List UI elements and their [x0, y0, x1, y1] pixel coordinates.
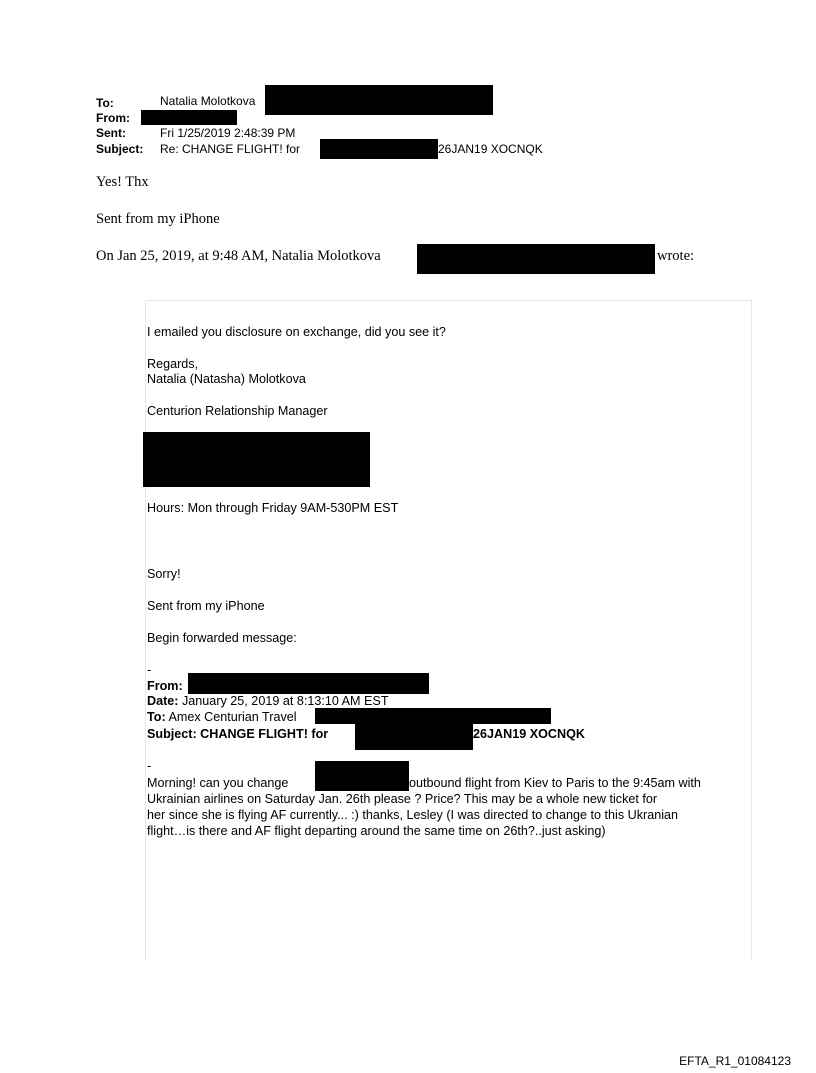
quoted-sent-from: Sent from my iPhone [147, 599, 265, 613]
forward-separator-2: - [147, 759, 152, 773]
forward-date-value: January 25, 2019 at 8:13:10 AM EST [182, 694, 389, 708]
redaction-to [265, 85, 493, 115]
forward-to-value: Amex Centurian Travel [168, 710, 297, 724]
to-value: Natalia Molotkova [160, 94, 256, 108]
subject-suffix: 26JAN19 XOCNQK [438, 142, 543, 156]
quoted-sender-title: Centurion Relationship Manager [147, 404, 328, 418]
forward-to-label: To: [147, 710, 166, 724]
quoted-begin-forwarded: Begin forwarded message: [147, 631, 297, 645]
quoted-regards: Regards, [147, 357, 199, 371]
reply-line-1: Yes! Thx [96, 174, 149, 190]
subject-prefix: Re: CHANGE FLIGHT! for [160, 142, 301, 156]
forward-body-line-4: flight…is there and AF flight departing around the same time on 26th?..just asking) [147, 824, 606, 838]
reply-attribution-suffix: wrote: [657, 248, 695, 264]
redaction-forward-to [315, 708, 551, 724]
sent-value: Fri 1/25/2019 2:48:39 PM [160, 126, 296, 140]
subject-label: Subject: [96, 142, 144, 156]
quoted-question: I emailed you disclosure on exchange, did you see it? [147, 325, 446, 339]
forward-body-line-1a: Morning! can you change [147, 776, 289, 790]
forward-body-line-1b: outbound flight from Kiev to Paris to the 9:45am with [409, 776, 701, 790]
forward-date [147, 694, 389, 709]
to-label: To: [96, 96, 114, 110]
quoted-hours: Hours: Mon through Friday 9AM-530PM EST [147, 501, 399, 515]
reply-signature: Sent from my iPhone [96, 211, 220, 227]
redaction-signature-block [143, 432, 370, 487]
forward-body-line-2: Ukrainian airlines on Saturday Jan. 26th please ? Price? This may be a whole new ticket for [147, 792, 658, 806]
forward-date-label: Date: [147, 694, 179, 708]
quoted-sorry: Sorry! [147, 567, 181, 581]
forward-from-label: From: [147, 679, 183, 693]
redaction-from [141, 110, 237, 125]
redaction-attribution [417, 244, 655, 274]
document-id: EFTA_R1_01084123 [679, 1054, 791, 1068]
quoted-sender-name: Natalia (Natasha) Molotkova [147, 372, 306, 386]
sent-label: Sent: [96, 126, 126, 140]
redaction-forward-body [315, 761, 409, 791]
forward-separator-1: - [147, 663, 152, 677]
reply-attribution-prefix: On Jan 25, 2019, at 9:48 AM, Natalia Molotkova [96, 248, 381, 264]
forward-body-line-3: her since she is flying AF currently... :) thanks, Lesley (I was directed to change to this Ukranian [147, 808, 679, 822]
forward-subject-suffix: 26JAN19 XOCNQK [473, 727, 585, 741]
forward-subject-label: Subject: CHANGE FLIGHT! for [147, 727, 329, 741]
redaction-subject [320, 139, 438, 159]
redaction-forward-subject [355, 724, 473, 750]
forward-to [147, 710, 297, 725]
from-label: From: [96, 111, 130, 125]
redaction-forward-from [188, 673, 429, 694]
